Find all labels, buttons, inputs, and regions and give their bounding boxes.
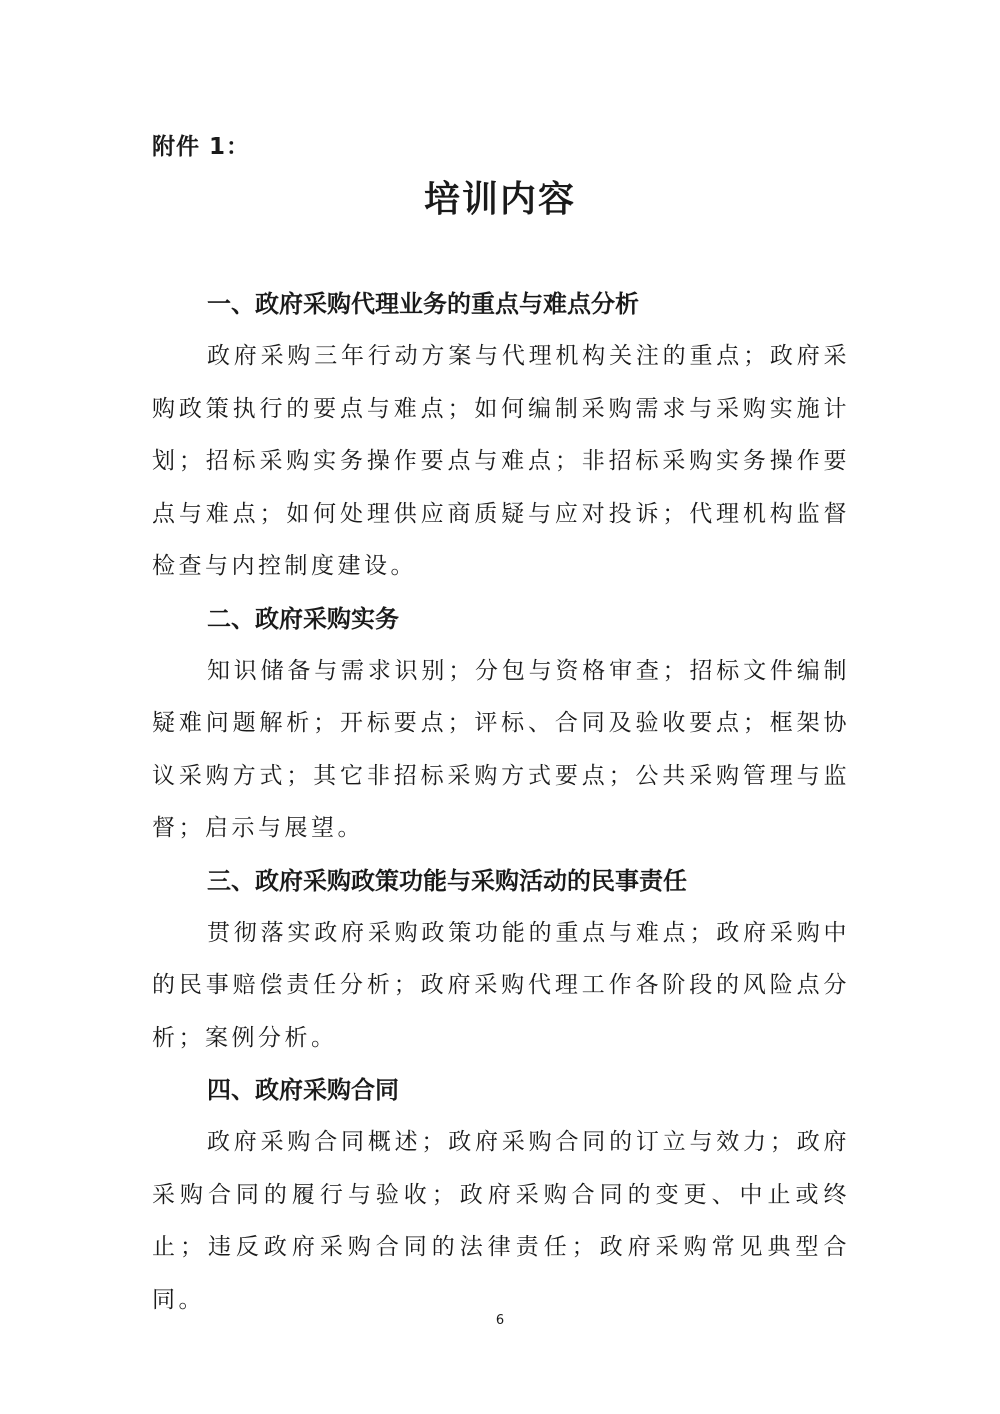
document-body xyxy=(152,278,850,1326)
section-paragraph: 政府采购合同概述；政府采购合同的订立与效力；政府采购合同的履行与验收；政府采购合同的变更、中止或终止；违反政府采购合同的法律责任；政府采购常见典型合同。 xyxy=(152,1129,850,1313)
document-title: 培训内容 xyxy=(423,179,576,220)
attachment-label: 附件 1： xyxy=(152,134,251,160)
section-4 xyxy=(152,1064,850,1326)
section-paragraph: 政府采购三年行动方案与代理机构关注的重点；政府采购政策执行的要点与难点；如何编制采购需求与采购实施计划；招标采购实务操作要点与难点；非招标采购实务操作要点与难点；如何处理供应商质疑与应对投诉；代理机构监督检查与内控制度建设。 xyxy=(152,343,850,579)
section-heading: 一、政府采购代理业务的重点与难点分析 xyxy=(207,290,639,318)
section-heading: 二、政府采购实务 xyxy=(207,604,399,633)
section-1 xyxy=(152,278,850,593)
section-paragraph: 知识储备与需求识别；分包与资格审查；招标文件编制疑难问题解析；开标要点；评标、合同及验收要点；框架协议采购方式；其它非招标采购方式要点；公共采购管理与监督；启示与展望。 xyxy=(152,657,850,841)
section-heading: 四、政府采购合同 xyxy=(207,1076,399,1104)
section-3 xyxy=(152,855,850,1065)
section-paragraph: 贯彻落实政府采购政策功能的重点与难点；政府采购中的民事赔偿责任分析；政府采购代理工作各阶段的风险点分析；案例分析。 xyxy=(152,919,850,1051)
page-number: 6 xyxy=(495,1313,505,1328)
section-heading: 三、政府采购政策功能与采购活动的民事责任 xyxy=(207,866,687,895)
section-2 xyxy=(152,593,850,855)
